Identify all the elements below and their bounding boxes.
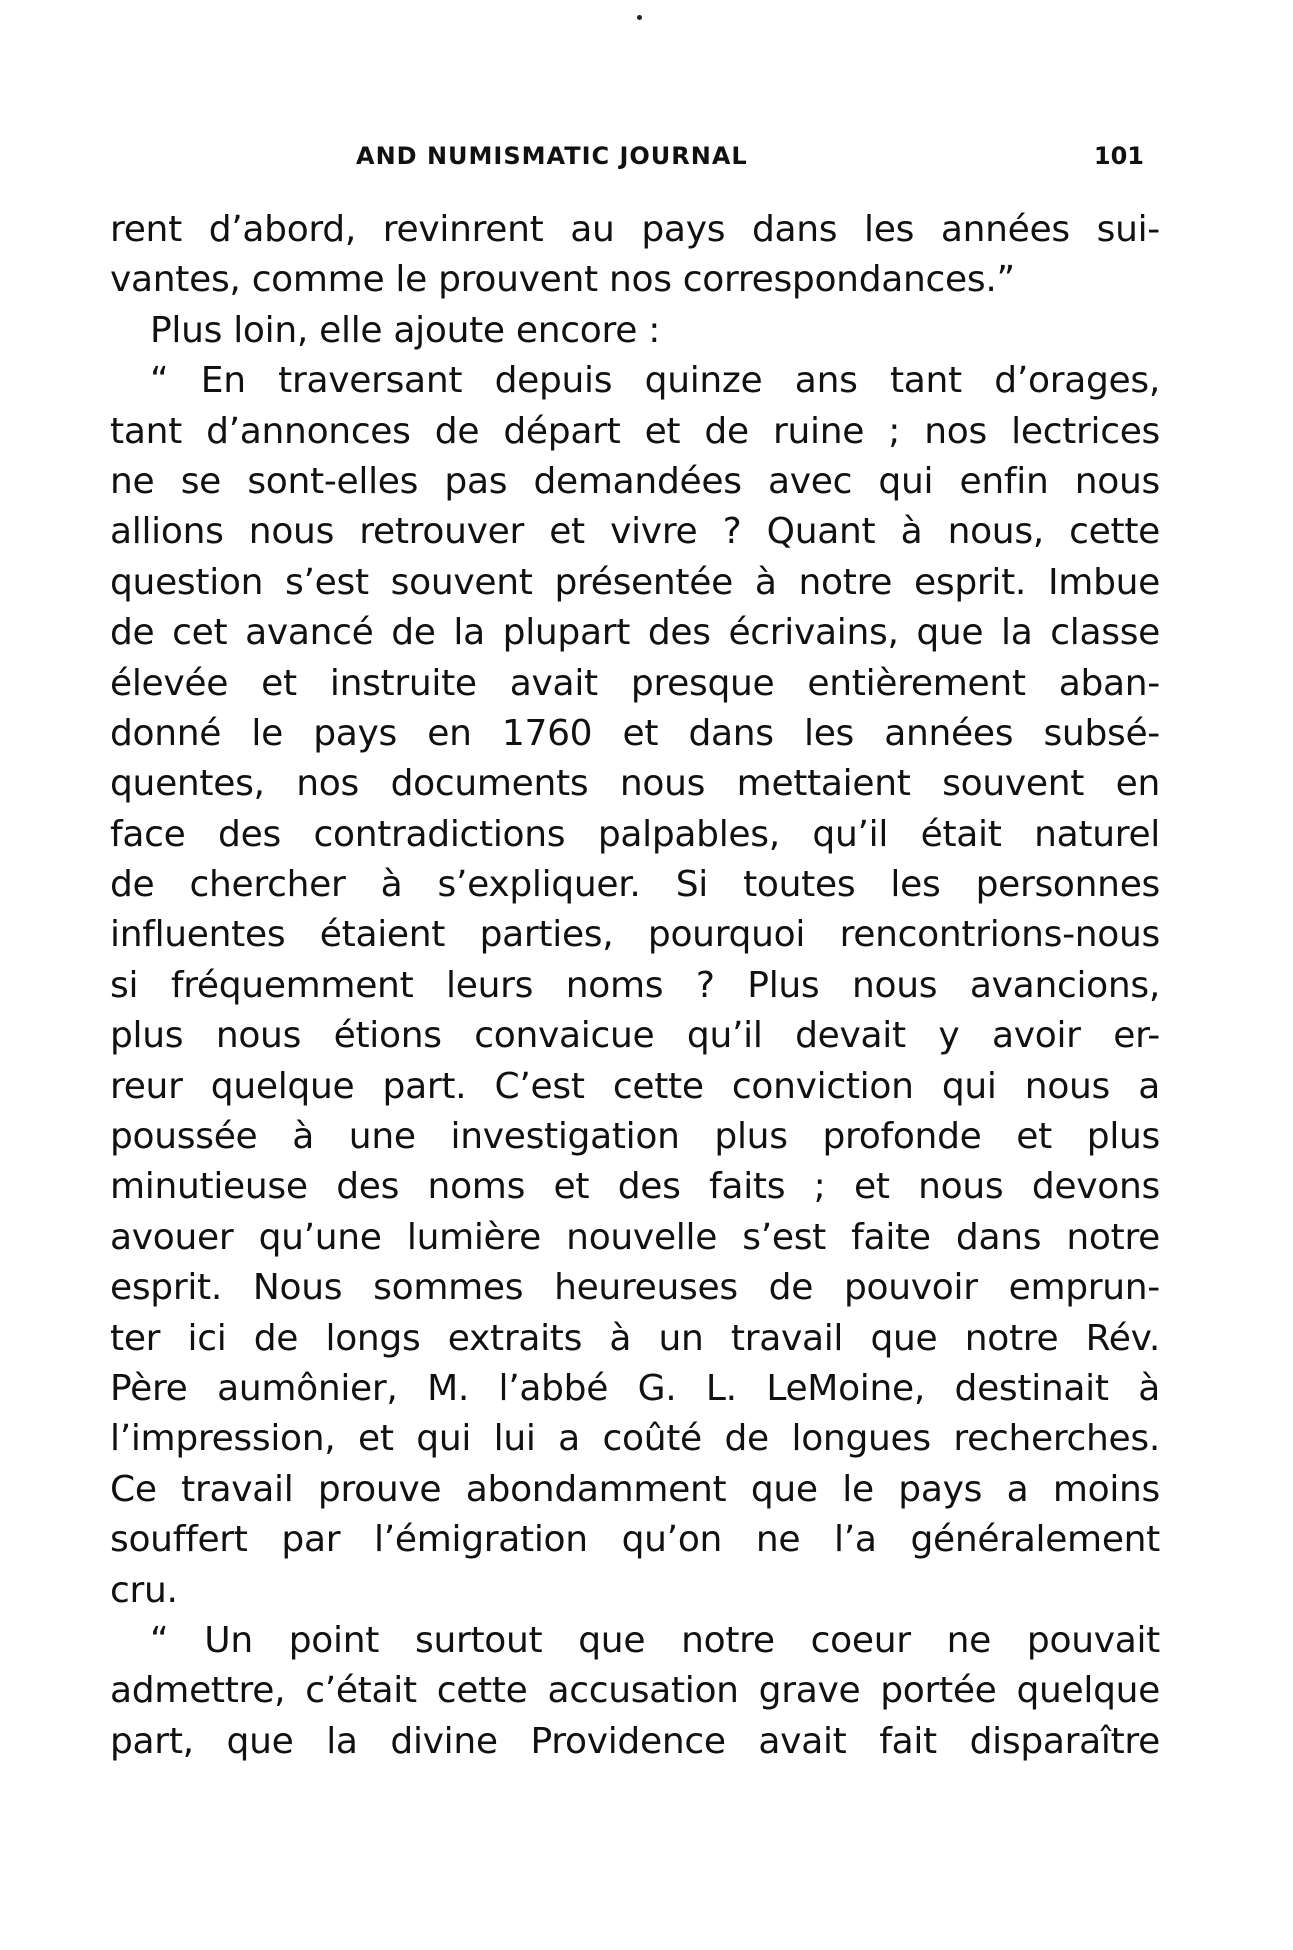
text-line: de cet avancé de la plupart des écrivains, que la classe — [110, 612, 1160, 654]
running-head — [110, 142, 1170, 182]
page-number: 101 — [1093, 142, 1144, 170]
text-line: Père aumônier, M. l’abbé G. L. LeMoine, destinait à — [110, 1367, 1160, 1409]
text-line: ne se sont-elles pas demandées avec qui enfin nous — [110, 460, 1160, 502]
text-line: vantes, comme le prouvent nos correspondances.” — [110, 259, 1015, 301]
text-line: influentes étaient parties, pourquoi rencontrions-nous — [110, 914, 1160, 956]
text-line: part, que la divine Providence avait fait disparaître — [110, 1720, 1160, 1762]
text-line: Plus loin, elle ajoute encore : — [150, 309, 661, 351]
journal-title: AND NUMISMATIC JOURNAL — [356, 142, 748, 170]
text-line: “ Un point surtout que notre coeur ne pouvait — [150, 1619, 1160, 1661]
text-line: “ En traversant depuis quinze ans tant d’orages, — [150, 360, 1160, 402]
text-line: esprit. Nous sommes heureuses de pouvoir emprun- — [110, 1267, 1160, 1309]
text-line: question s’est souvent présentée à notre esprit. Imbue — [110, 561, 1160, 603]
text-line: si fréquemment leurs noms ? Plus nous avancions, — [110, 964, 1160, 1006]
text-line: souffert par l’émigration qu’on ne l’a généralement — [110, 1519, 1160, 1561]
text-line: Ce travail prouve abondamment que le pays a moins — [110, 1468, 1160, 1510]
text-line: minutieuse des noms et des faits ; et nous devons — [110, 1166, 1160, 1208]
text-line: cru. — [110, 1569, 178, 1611]
text-line: rent d’abord, revinrent au pays dans les années sui- — [110, 209, 1160, 250]
text-line: reur quelque part. C’est cette conviction qui nous a — [110, 1065, 1160, 1107]
body-text — [110, 205, 1160, 1767]
text-line: donné le pays en 1760 et dans les années subsé- — [110, 712, 1160, 754]
text-line: tant d’annonces de départ et de ruine ; nos lectrices — [110, 410, 1160, 452]
text-line: quentes, nos documents nous mettaient souvent en — [110, 763, 1160, 805]
text-line: ter ici de longs extraits à un travail que notre Rév. — [110, 1317, 1160, 1359]
text-line: allions nous retrouver et vivre ? Quant à nous, cette — [110, 511, 1160, 553]
text-line: poussée à une investigation plus profonde et plus — [110, 1116, 1160, 1158]
print-speck — [637, 15, 642, 20]
text-line: avouer qu’une lumière nouvelle s’est faite dans notre — [110, 1216, 1160, 1258]
text-line: de chercher à s’expliquer. Si toutes les personnes — [110, 864, 1160, 906]
text-line: l’impression, et qui lui a coûté de longues recherches. — [110, 1418, 1160, 1460]
text-line: admettre, c’était cette accusation grave portée quelque — [110, 1670, 1160, 1712]
text-line: face des contradictions palpables, qu’il était naturel — [110, 813, 1160, 855]
text-line: plus nous étions convaicue qu’il devait y avoir er- — [110, 1015, 1160, 1057]
text-line: élevée et instruite avait presque entièrement aban- — [110, 662, 1160, 704]
